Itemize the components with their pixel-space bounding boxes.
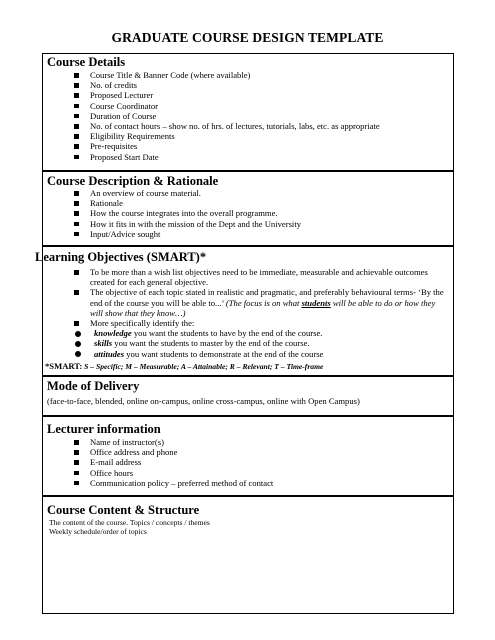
sub-rest: you want students to demonstrate at the end of the course xyxy=(124,348,324,359)
smart-legend xyxy=(45,362,323,371)
course-details-list xyxy=(73,70,448,162)
objective-text: The objective of each topic stated in realistic and pragmatic, and preferably behavioural terms- ‘By the end of the course you will be able to...’ xyxy=(90,287,444,308)
delivery-heading: Mode of Delivery xyxy=(47,379,140,393)
list-item: No. of credits xyxy=(73,80,448,90)
lecturer-box xyxy=(42,416,454,496)
objectives-list xyxy=(73,267,445,359)
objective-text: More specifically identify the: xyxy=(90,318,195,329)
objectives-sublist xyxy=(73,328,445,359)
list-item: Office address and phone xyxy=(73,447,445,457)
list-item: How the course integrates into the overall programme. xyxy=(73,208,448,218)
lecturer-heading: Lecturer information xyxy=(47,422,161,436)
list-item: Communication policy – preferred method of contact xyxy=(73,478,445,488)
delivery-box xyxy=(42,376,454,416)
delivery-text: (face-to-face, blended, online on-campus, online cross-campus, online with Open Campus) xyxy=(47,396,360,406)
description-list xyxy=(73,188,448,239)
list-item: Course Title & Banner Code (where available) xyxy=(73,70,448,80)
course-details-heading: Course Details xyxy=(47,55,126,69)
document-title: GRADUATE COURSE DESIGN TEMPLATE xyxy=(111,30,384,45)
list-item: Proposed Start Date xyxy=(73,152,448,162)
content-heading: Course Content & Structure xyxy=(47,503,200,517)
objectives-heading: Learning Objectives (SMART)* xyxy=(35,250,207,264)
list-item: Input/Advice sought xyxy=(73,229,448,239)
course-details-box xyxy=(42,53,454,171)
list-item: Eligibility Requirements xyxy=(73,131,448,141)
list-item xyxy=(73,318,445,359)
list-item: E-mail address xyxy=(73,457,445,467)
sub-key: attitudes xyxy=(94,348,125,359)
sub-list-item xyxy=(73,328,445,338)
list-item: Proposed Lecturer xyxy=(73,90,448,100)
list-item: Office hours xyxy=(73,468,445,478)
note-text-after: will be able to do or how they will show that they know…) xyxy=(90,297,436,318)
list-item: No. of contact hours – show no. of hrs. of lectures, tutorials, labs, etc. as appropriate xyxy=(73,121,448,131)
description-heading: Course Description & Rationale xyxy=(47,174,219,188)
list-item: Duration of Course xyxy=(73,111,448,121)
list-item: How it fits in with the mission of the Dept and the University xyxy=(73,219,448,229)
sub-key: skills xyxy=(94,338,113,349)
list-item: Course Coordinator xyxy=(73,101,448,111)
sub-key: knowledge xyxy=(94,328,132,339)
smart-label: *SMART: xyxy=(45,361,83,371)
sub-rest: you want the students to master by the end of the course. xyxy=(112,338,310,349)
sub-list-item xyxy=(73,338,445,348)
list-item: An overview of course material. xyxy=(73,188,448,198)
note-emphasis: students xyxy=(301,297,331,308)
list-item: Pre-requisites xyxy=(73,141,448,151)
content-line: Weekly schedule/order of topics xyxy=(49,527,147,536)
sub-rest: you want the students to have by the end of the course. xyxy=(131,328,323,339)
smart-text: S – Specific; M – Measurable; A – Attainable; R – Relevant; T – Time-frame xyxy=(84,362,324,371)
note-text: (The focus is on what xyxy=(225,297,302,308)
description-box xyxy=(42,171,454,246)
list-item: Rationale xyxy=(73,198,448,208)
content-line: The content of the course. Topics / concepts / themes xyxy=(49,518,210,527)
list-item: To be more than a wish list objectives need to be immediate, measurable and achievable outcomes created for each general objective. xyxy=(73,267,445,287)
objectives-box xyxy=(35,246,454,376)
content-box xyxy=(42,496,454,614)
list-item xyxy=(73,287,445,318)
lecturer-list xyxy=(73,437,445,488)
list-item: Name of instructor(s) xyxy=(73,437,445,447)
sub-list-item xyxy=(73,349,445,359)
